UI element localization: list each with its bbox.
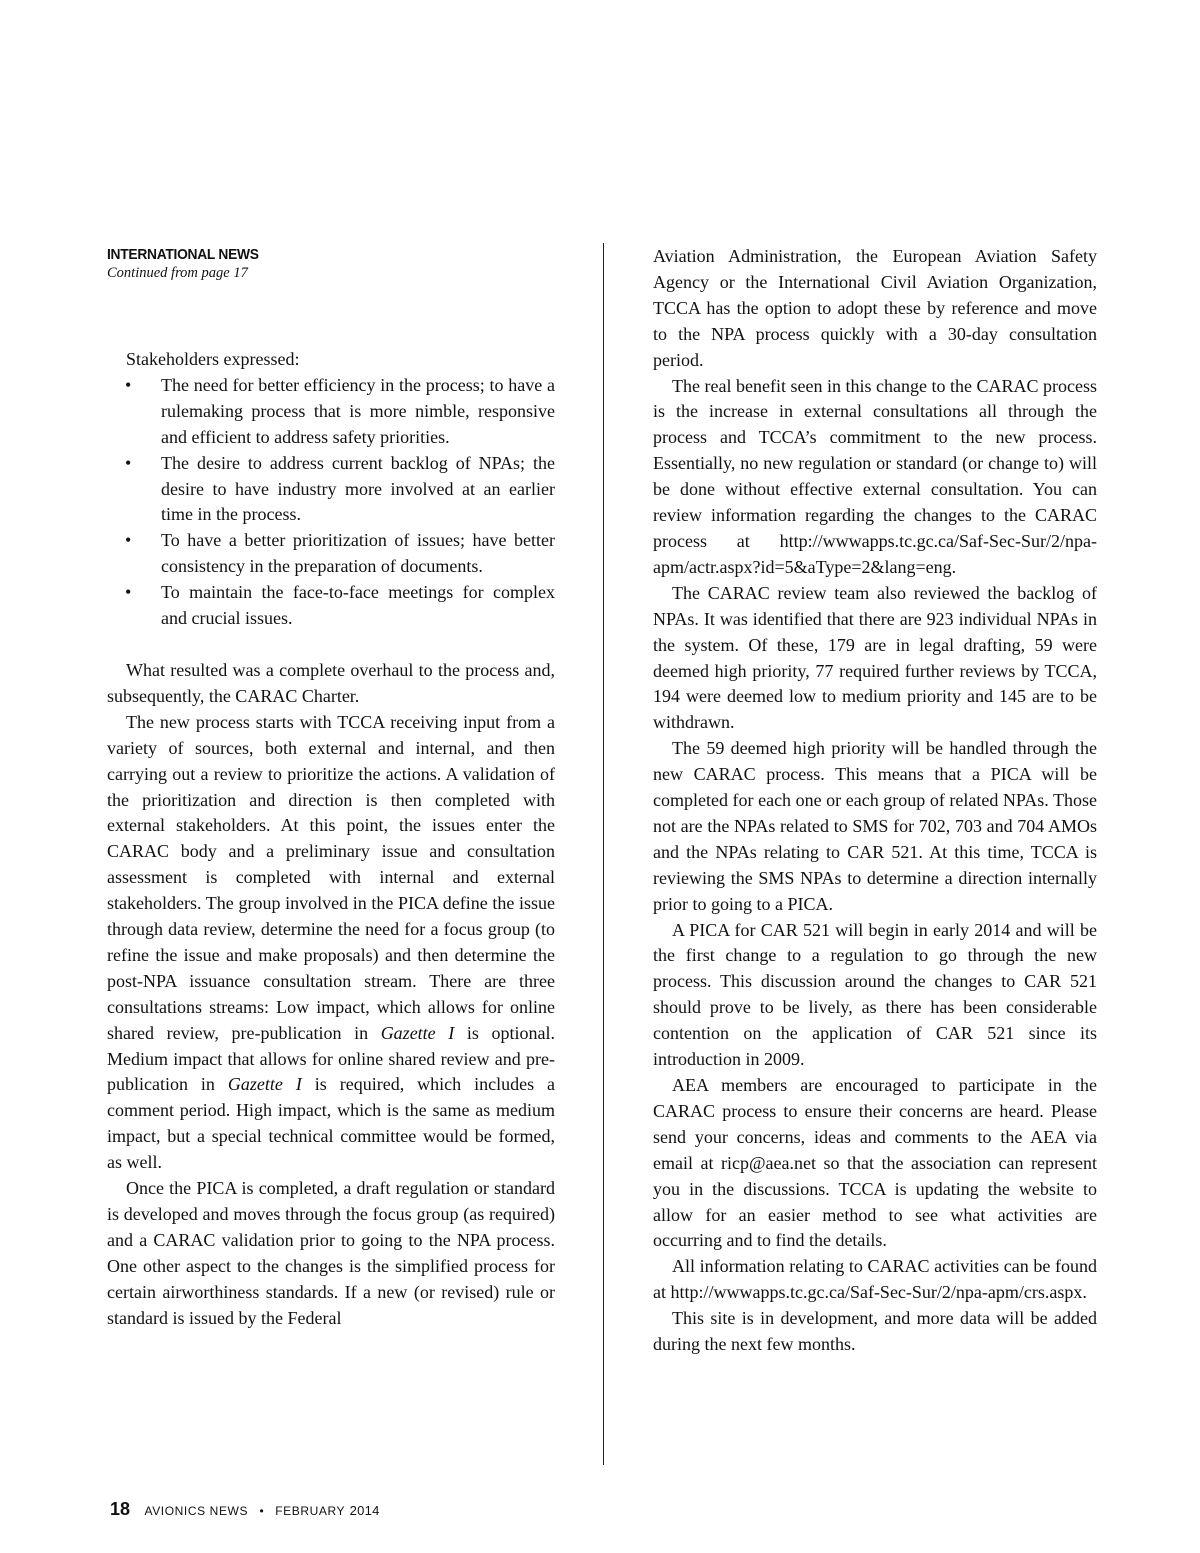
- paragraph-development: This site is in development, and more data will be added during the next few months.: [653, 1308, 1097, 1355]
- footer-separator: •: [259, 1504, 264, 1518]
- bullet-icon: •: [125, 452, 132, 473]
- paragraph-overhaul: What resulted was a complete overhaul to the process and, subsequently, the CARAC Charter.: [107, 659, 555, 706]
- paragraph-pica-completed: Once the PICA is completed, a draft regulation or standard is developed and moves through the focus group (as required) and a CARAC validation prior to going to the NPA process. One other aspect to the changes is the simplified process for certain airworthiness standards. If a new (or revised) rule or standard is issued by the Federal: [107, 1178, 555, 1328]
- bullet-icon: •: [125, 374, 132, 395]
- paragraph-carac-info: All information relating to CARAC activities can be found at http://wwwapps.tc.gc.ca/Saf-Sec-Sur/2/npa-apm/crs.aspx.: [653, 1256, 1097, 1303]
- issue-month: FEBRUARY: [275, 1504, 346, 1518]
- paragraph-new-process: [107, 710, 555, 1176]
- paragraph-aea-members: AEA members are encouraged to participate in the CARAC process to ensure their concerns are heard. Please send your concerns, ideas and comments to the AEA via email at ricp@aea.net so that the association can represent you in the discussions. TCCA is updating the website to allow for an easier method to see what activities are occurring and to find the details.: [653, 1075, 1097, 1251]
- issue-year: 2014: [349, 1503, 380, 1518]
- paragraph-car-521: A PICA for CAR 521 will begin in early 2014 and will be the first change to a regulation to go through the new process. This discussion around the changes to CAR 521 should prove to be lively, as there has been considerable contention on the application of CAR 521 since its introduction in 2009.: [653, 919, 1097, 1070]
- section-header: [107, 246, 527, 282]
- paragraph-continuation: Aviation Administration, the European Aviation Safety Agency or the International Civil Aviation Organization, TCCA has the option to adopt these by reference and move to the NPA process quickly with a 30-day consultation period.: [653, 246, 1097, 370]
- column-divider: [603, 243, 604, 1465]
- list-item-text: To have a better prioritization of issues; have better consistency in the preparation of documents.: [161, 530, 555, 577]
- continued-note: Continued from page 17: [107, 265, 248, 281]
- gazette-title: Gazette I: [227, 1074, 302, 1095]
- bullets-lead: Stakeholders expressed:: [126, 349, 300, 369]
- page-footer: [110, 1499, 380, 1520]
- list-item-text: The need for better efficiency in the process; to have a rulemaking process that is more nimble, responsive and efficient to address safety priorities.: [161, 374, 555, 447]
- bullet-icon: •: [125, 530, 132, 551]
- paragraph-new-process-part-a: The new process starts with TCCA receiving input from a variety of sources, both external and internal, and then carrying out a review to prioritize the actions. A validation of the prioritization and direction is then completed with external stakeholders. At this point, the issues enter the CARAC body and a preliminary issue and consultation assessment is completed with internal and external stakeholders. The group involved in the PICA define the issue through data review, determine the need for a focus group (to refine the issue and make proposals) and then determine the post-NPA issuance consultation stream. There are three consultations streams: Low impact, which allows for online shared review, pre-publication in: [107, 711, 555, 1043]
- paragraph-high-priority: The 59 deemed high priority will be handled through the new CARAC process. This means that a PICA will be completed for each one or each group of related NPAs. Those not are the NPAs related to SMS for 702, 703 and 704 AMOs and the NPAs relating to CAR 521. At this time, TCCA is reviewing the SMS NPAs to determine a direction internally prior to going to a PICA.: [653, 738, 1097, 914]
- list-item-text: The desire to address current backlog of NPAs; the desire to have industry more involved at an earlier time in the process.: [161, 452, 555, 525]
- list-item: [107, 580, 555, 632]
- paragraph-new-process-part-b: is optional. Medium impact that allows for online shared review and pre-publication in: [107, 1022, 555, 1095]
- list-item: [107, 528, 555, 580]
- publication-name: AVIONICS NEWS: [144, 1504, 249, 1518]
- section-title: INTERNATIONAL NEWS: [107, 246, 259, 263]
- paragraph-real-benefit: The real benefit seen in this change to the CARAC process is the increase in external consultations all through the process and TCCA’s commitment to the new process. Essentially, no new regulation or standard (or change to) will be done without effective external consultation. You can review information regarding the changes to the CARAC process at http://wwwapps.tc.gc.ca/Saf-Sec-Sur/2/npa-apm/actr.aspx?id=5&aType=2&lang=eng.: [653, 375, 1097, 577]
- list-item: [107, 373, 555, 451]
- bullet-icon: •: [125, 582, 132, 603]
- page-number: 18: [110, 1499, 131, 1519]
- stakeholder-list: [107, 373, 555, 632]
- paragraph-new-process-part-c: is required, which includes a comment period. High impact, which is the same as medium impact, but a special technical committee would be formed, as well.: [107, 1074, 556, 1173]
- list-item: [107, 451, 555, 529]
- gazette-title: Gazette I: [380, 1022, 455, 1043]
- right-column: [653, 244, 1097, 1358]
- list-item-text: To maintain the face-to-face meetings for complex and crucial issues.: [161, 582, 555, 629]
- left-column: [107, 347, 555, 1332]
- paragraph-backlog: The CARAC review team also reviewed the backlog of NPAs. It was identified that there are 923 individual NPAs in the system. Of these, 179 are in legal drafting, 59 were deemed high priority, 77 required further reviews by TCCA, 194 were deemed low to medium priority and 145 are to be withdrawn.: [653, 582, 1097, 733]
